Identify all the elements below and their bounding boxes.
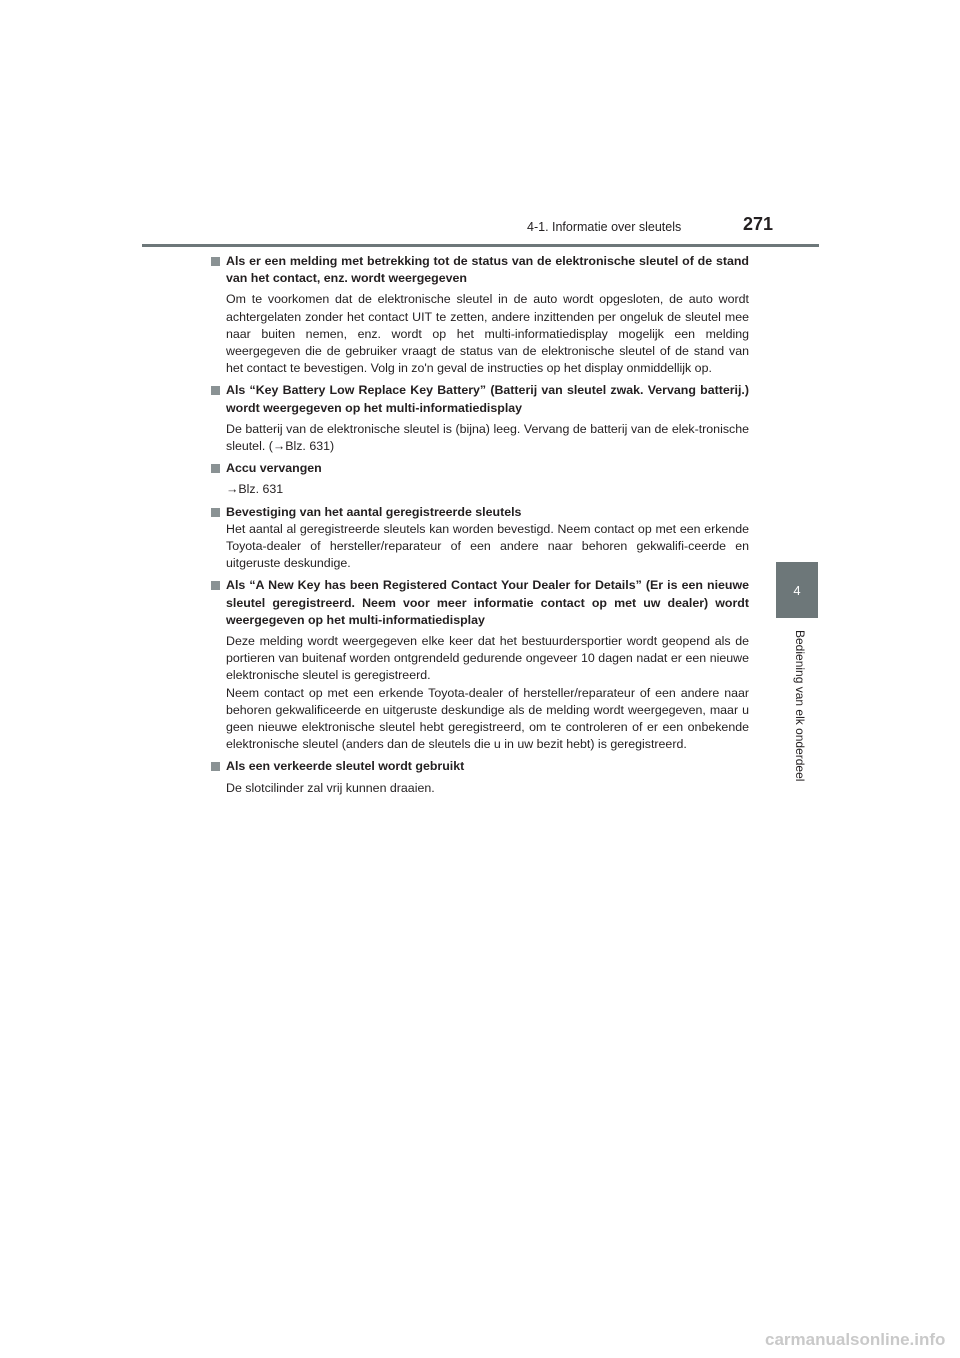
section-body [209, 780, 749, 797]
paragraph: Om te voorkomen dat de elektronische sleutel in de auto wordt opgesloten, de auto wordt achtergelaten zonder het contact UIT te zetten, andere inzittenden per ongeluk de sleutel mee naar buiten nemen, enz. wordt op het multi-informatiedisplay mogelijk een melding weergegeven die de gebruiker vraagt de status van de elektronische sleutel of de stand van het contact te bevestigen. Volg in zo'n geval de instructies op het display onmiddellijk op. [226, 292, 749, 376]
header-divider [142, 244, 819, 247]
section-heading [209, 577, 749, 629]
section-body [209, 633, 749, 753]
section-heading [209, 382, 749, 416]
section-heading [209, 504, 749, 521]
square-bullet-icon [211, 257, 220, 266]
paragraph: De batterij van de elektronische sleutel is (bijna) leeg. Vervang de batterij van de elek-tronische sleutel. (→Blz. 631) [226, 421, 749, 454]
section-body [209, 291, 749, 377]
section-replace-battery [209, 460, 749, 498]
paragraph: Deze melding wordt weergegeven elke keer dat het bestuurdersportier wordt geopend als de portieren van buitenaf worden ontgrendeld gedurende ongeveer 10 dagen nadat er een nieuwe elektronische sleutel is geregistreerd. [226, 634, 749, 683]
section-heading [209, 253, 749, 287]
square-bullet-icon [211, 386, 220, 395]
square-bullet-icon [211, 762, 220, 771]
chapter-number: 4 [793, 582, 801, 598]
page-content [209, 253, 749, 802]
section-title: 4-1. Informatie over sleutels [527, 220, 682, 234]
section-key-battery-low [209, 382, 749, 455]
chapter-tab [776, 562, 818, 618]
section-new-key-registered [209, 577, 749, 753]
section-body [209, 521, 749, 573]
chapter-label: Bediening van elk onderdeel [793, 630, 807, 782]
square-bullet-icon [211, 581, 220, 590]
watermark: carmanualsonline.info [765, 1330, 946, 1349]
paragraph: De slotcilinder zal vrij kunnen draaien. [226, 780, 435, 795]
paragraph: Het aantal al geregistreerde sleutels kan worden bevestigd. Neem contact op met een erkende Toyota-dealer of hersteller/reparateur of een andere naar behoren gekwalifi-ceerde en uitgeruste deskundige. [226, 521, 749, 571]
section-body [209, 481, 749, 498]
paragraph: Neem contact op met een erkende Toyota-dealer of hersteller/reparateur of een andere naar behoren gekwalificeerde en uitgeruste deskundige als de melding wordt weergegeven, maar u geen nieuwe elektronische sleutel hebt geregistreerd, om te controleren of er een onbekende elektronische sleutel (anders dan de sleutels die u in uw bezit hebt) is geregistreerd. [226, 685, 749, 752]
square-bullet-icon [211, 508, 220, 517]
section-key-status-message [209, 253, 749, 377]
square-bullet-icon [211, 464, 220, 473]
page-reference: →Blz. 631 [226, 482, 284, 497]
section-body [209, 421, 749, 455]
section-heading [209, 460, 749, 477]
section-heading [209, 758, 749, 775]
heading-text: Accu vervangen [226, 461, 322, 476]
heading-text: Als “Key Battery Low Replace Key Battery” (Batterij van sleutel zwak. Vervang batterij.) wordt weergegeven op het multi-informatiedisplay [226, 383, 749, 415]
heading-text: Als “A New Key has been Registered Contact Your Dealer for Details” (Er is een nieuwe sleutel geregistreerd. Neem voor meer informatie contact op met uw dealer) wordt weergegeven op het multi-informatiedisplay [226, 578, 749, 627]
section-wrong-key [209, 758, 749, 796]
page-number: 271 [743, 214, 774, 234]
heading-text: Bevestiging van het aantal geregistreerde sleutels [226, 504, 522, 519]
heading-text: Als er een melding met betrekking tot de status van de elektronische sleutel of de stand van het contact, enz. wordt weergegeven [226, 254, 749, 286]
section-registered-keys [209, 504, 749, 573]
heading-text: Als een verkeerde sleutel wordt gebruikt [226, 759, 465, 774]
